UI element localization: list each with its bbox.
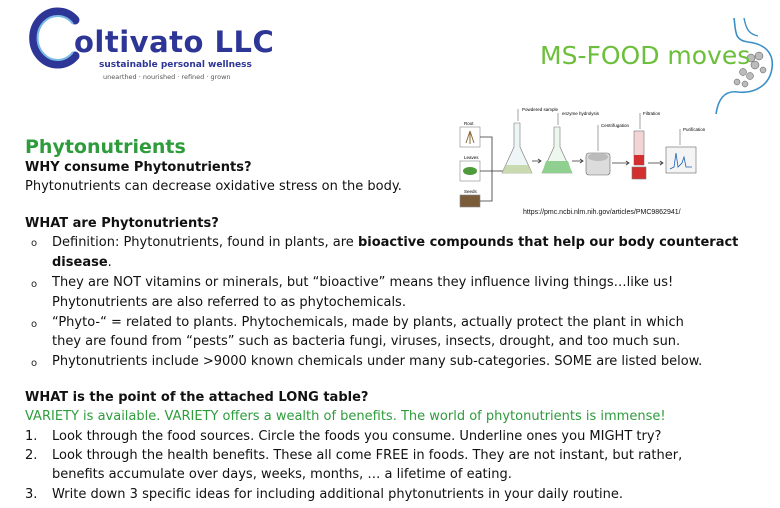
instruction-2-line-2: benefits accumulate over days, weeks, months, … a lifetime of eating. [52, 467, 512, 482]
figure-source-url: https://pmc.ncbi.nlm.nih.gov/articles/PMC9862941/ [523, 209, 681, 216]
list-number: 3. [25, 487, 38, 502]
fig-label-root: Root [464, 121, 474, 126]
definition-bold-text: bioactive compounds that help our body counteract [357, 235, 739, 250]
chemicals-line: Phytonutrients include >9000 known chemicals under many sub-categories. SOME are listed below. [52, 354, 703, 369]
definition-line-1 [52, 234, 738, 252]
phyto-line-1: “Phyto-“ = related to plants. Phytochemicals, made by plants, actually protect the plant in which [52, 315, 684, 330]
ms-food-moves-text: MS-FOOD moves [540, 41, 751, 70]
definition-period: . [107, 255, 112, 270]
why-heading: WHY consume Phytonutrients? [25, 160, 252, 175]
bioactive-line-1: They are NOT vitamins or minerals, but “bioactive” means they influence living things…like us! [52, 275, 674, 290]
bioactive-line-2: Phytonutrients are also referred to as phytochemicals. [52, 295, 406, 310]
list-number: 2. [25, 448, 38, 463]
definition-bold-disease: disease [52, 255, 108, 270]
bullet-icon: o [31, 358, 38, 369]
what-heading: WHAT are Phytonutrients? [25, 216, 219, 231]
company-subtagline: unearthed · nourished · refined · grown [103, 73, 231, 81]
instruction-3: Write down 3 specific ideas for including additional phytonutrients in your daily routine. [52, 487, 624, 502]
bullet-icon: o [31, 279, 38, 290]
fig-label-purification: Purification [683, 127, 706, 132]
fig-label-centrifugation: Centrifugation [601, 123, 630, 128]
company-name: oltivato LLC [74, 25, 275, 59]
company-tagline: sustainable personal wellness [99, 60, 252, 70]
fig-label-powdered: Powdered sample [522, 107, 559, 112]
instruction-2-line-1: Look through the health benefits. These all come FREE in foods. They are not instant, but rather, [52, 448, 683, 463]
phyto-line-2: they are found from “pests” such as bacteria fungi, viruses, insects, drought, and too much sun. [52, 334, 681, 349]
fig-label-filtration: Filtration [643, 111, 661, 116]
bullet-icon: o [31, 319, 38, 330]
fig-label-enzyme: enzyme hydrolysis [562, 111, 600, 116]
definition-text: Definition: Phytonutrients, found in plants, are [52, 235, 358, 250]
definition-line-2 [52, 254, 112, 272]
table-heading: WHAT is the point of the attached LONG table? [25, 390, 369, 405]
page-title: Phytonutrients [25, 136, 186, 158]
fig-label-seeds: Seeds [464, 189, 477, 194]
fig-label-leaves: Leaves [464, 155, 479, 160]
why-text: Phytonutrients can decrease oxidative stress on the body. [25, 179, 402, 194]
extraction-process-figure [458, 103, 706, 209]
list-number: 1. [25, 429, 38, 444]
variety-line: VARIETY is available. VARIETY offers a wealth of benefits. The world of phytonutrients is immense! [25, 409, 666, 424]
bullet-icon: o [31, 238, 38, 249]
instruction-1: Look through the food sources. Circle the foods you consume. Underline ones you MIGHT try? [52, 429, 662, 444]
